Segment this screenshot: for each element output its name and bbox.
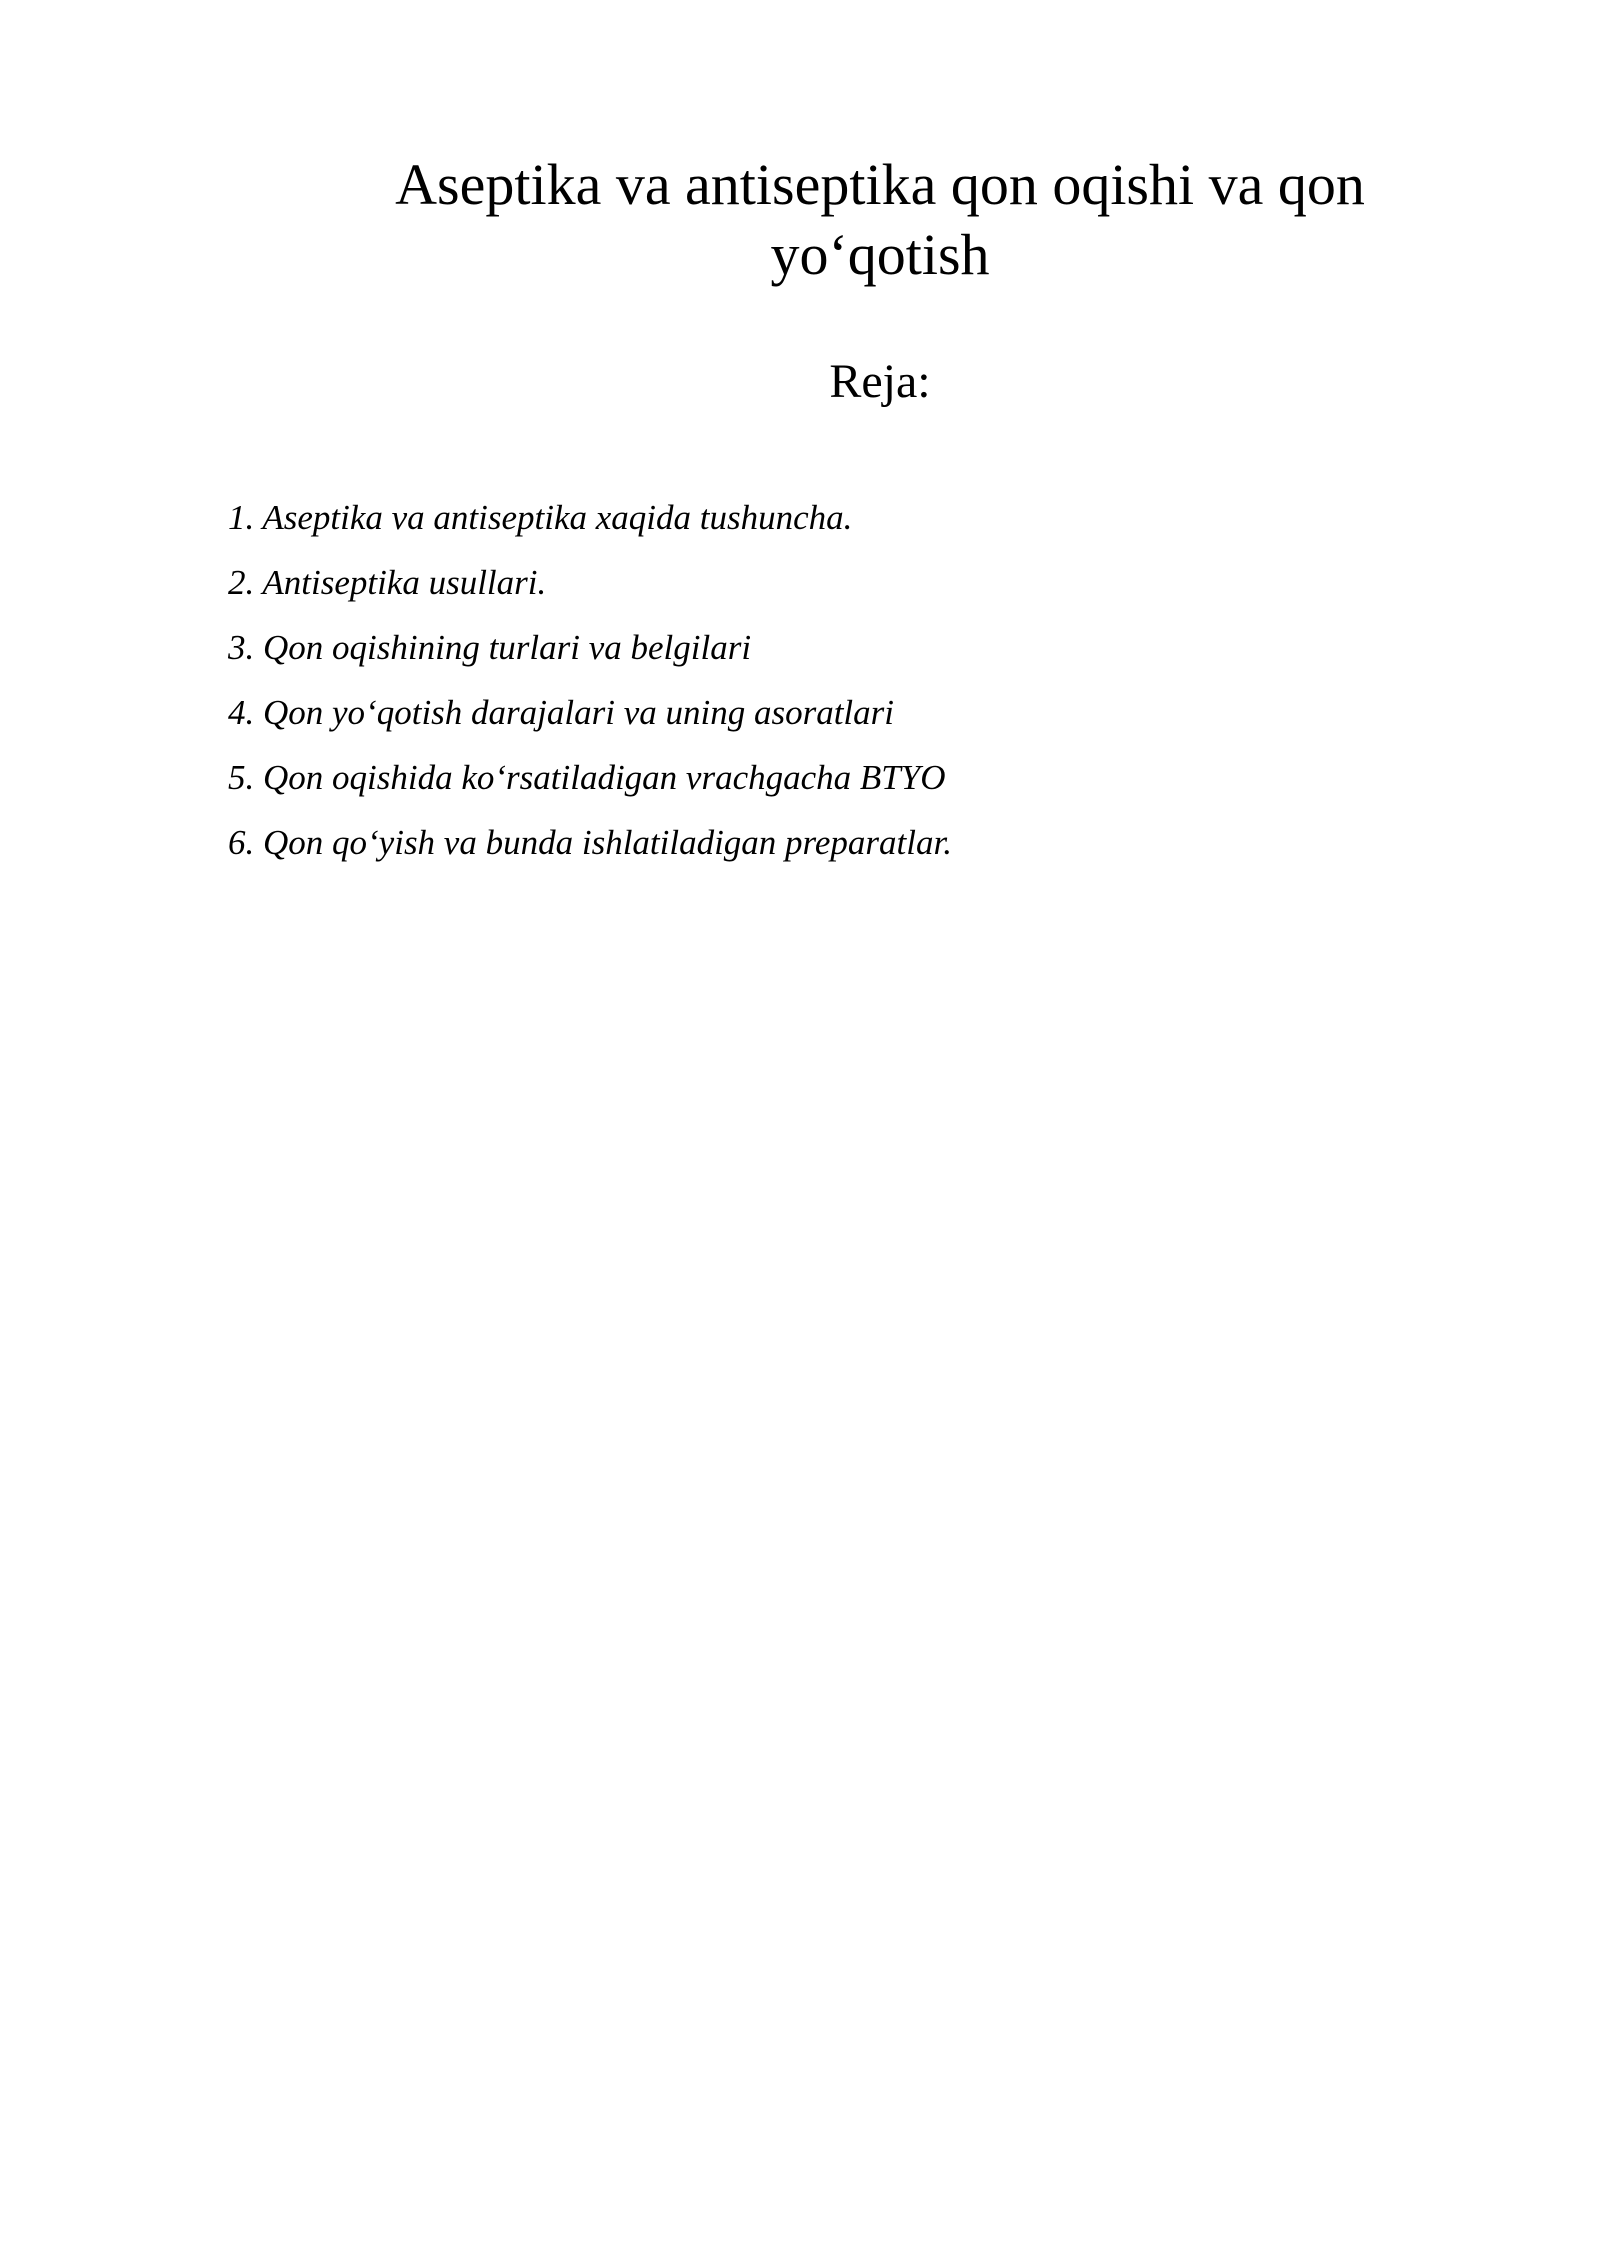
plan-item: 5. Qon oqishida ko‘rsatiladigan vrachgacha BTYO [228,758,946,797]
plan-item: 1. Aseptika va antiseptika xaqida tushuncha. [228,498,853,537]
document-title: Aseptika va antiseptika qon oqishi va qon yo‘qotish [395,152,1365,287]
plan-list [228,498,952,888]
plan-item: 4. Qon yo‘qotish darajalari va uning asoratlari [228,693,894,732]
plan-item: 2. Antiseptika usullari. [228,563,547,602]
plan-item: 3. Qon oqishining turlari va belgilari [228,628,752,667]
plan-item: 6. Qon qo‘yish va bunda ishlatiladigan preparatlar. [228,823,952,862]
plan-heading: Reja: [829,355,931,408]
